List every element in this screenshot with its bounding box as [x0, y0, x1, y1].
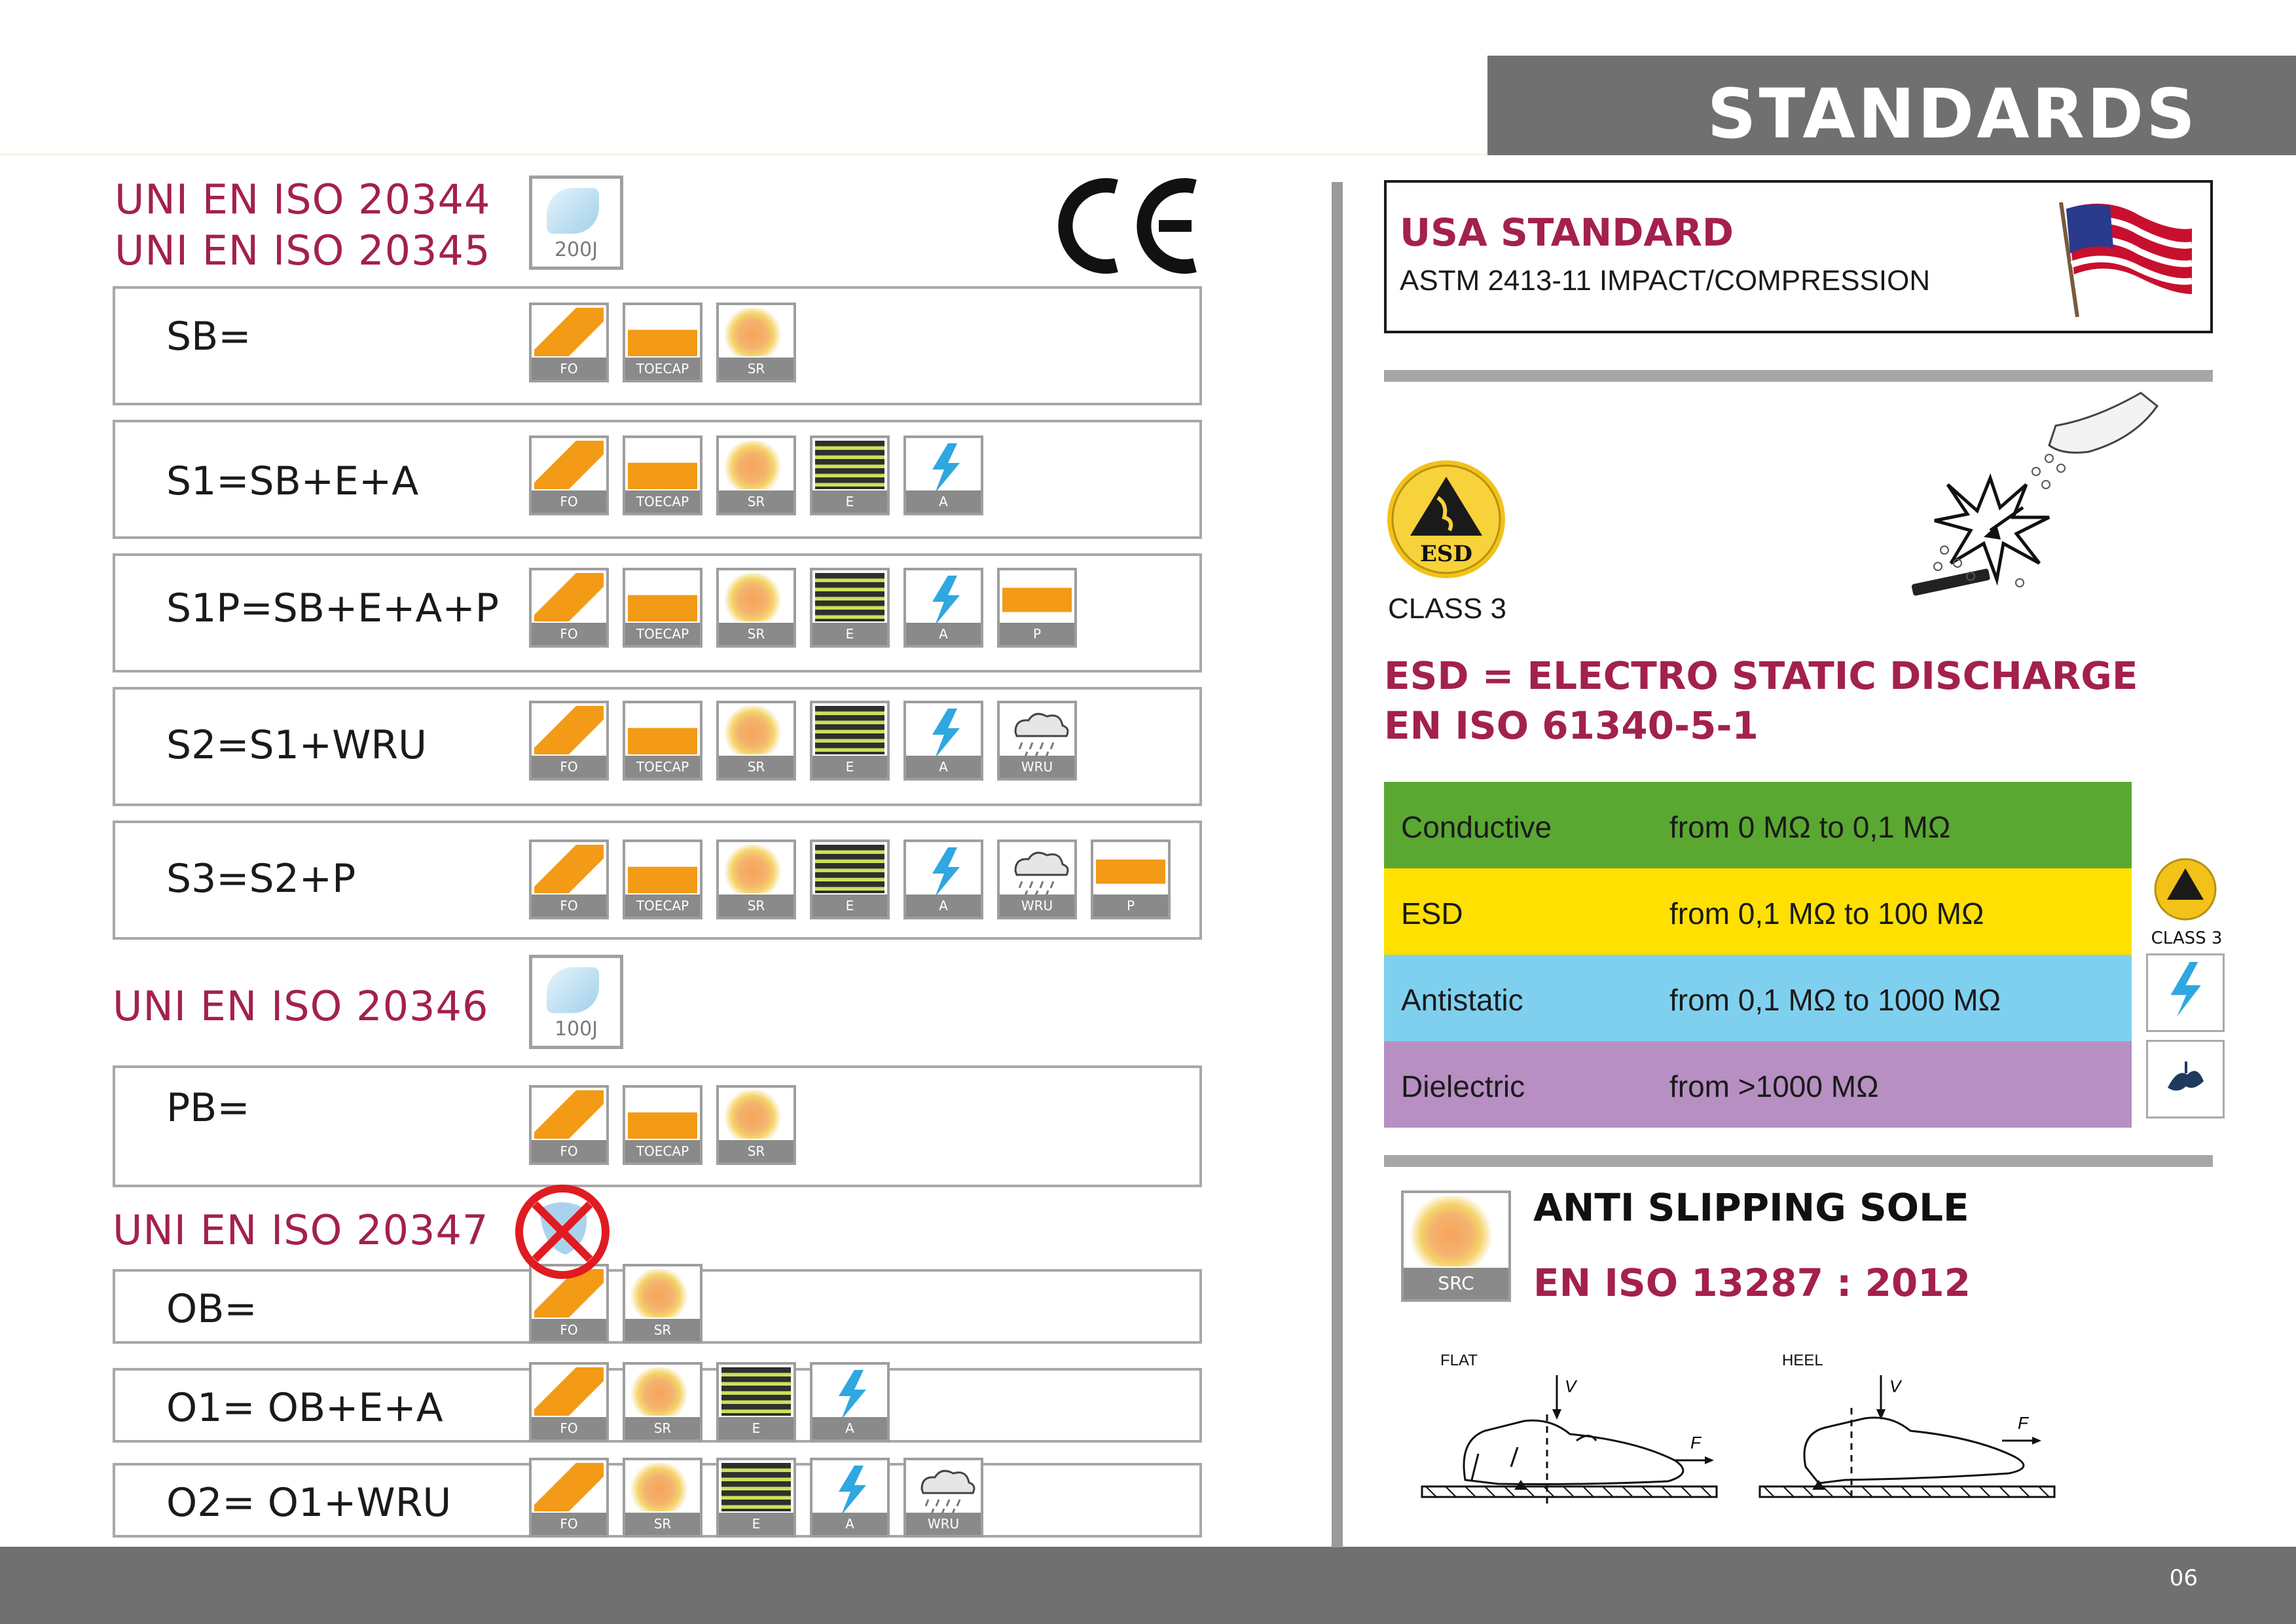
resistance-table [1384, 782, 2132, 1128]
standard-title-20347: UNI EN ISO 20347 [113, 1206, 489, 1254]
water-resistance-icon [903, 1458, 983, 1538]
footer-band [0, 1547, 2296, 1624]
icon-caption: TOECAP [625, 490, 700, 513]
icon-caption: E [812, 756, 887, 778]
slip-resistance-icon [716, 303, 796, 382]
resistance-row [1384, 868, 2132, 955]
antistatic-art [909, 845, 978, 893]
slip-resistance-art [721, 573, 791, 621]
energy-absorption-icon [810, 840, 890, 919]
water-resistance-art [909, 1463, 978, 1511]
row-formula: O1= OB+E+A [166, 1385, 443, 1431]
impact-200j-badge [529, 175, 623, 270]
fuel-oil-icon [529, 435, 609, 515]
toecap-icon [623, 840, 702, 919]
esd-title-line1: ESD = ELECTRO STATIC DISCHARGE [1384, 654, 2138, 698]
toecap-shape-icon [547, 188, 599, 234]
resistance-class: Conductive [1401, 810, 1552, 844]
icon-caption: SR [625, 1417, 700, 1439]
resistance-range: from 0,1 MΩ to 1000 MΩ [1669, 983, 2001, 1017]
penetration-icon [997, 568, 1077, 648]
dielectric-icon [2146, 1040, 2225, 1118]
fuel-oil-icon [529, 1085, 609, 1165]
slip-resistance-icon [716, 1085, 796, 1165]
antistatic-icon [903, 701, 983, 781]
slip-resistance-icon [623, 1362, 702, 1442]
header-band [1487, 56, 2296, 155]
toecap-icon [623, 568, 702, 648]
icon-caption: FO [532, 623, 606, 645]
resistance-class: ESD [1401, 896, 1463, 931]
energy-absorption-icon [810, 435, 890, 515]
fuel-oil-art [534, 1463, 604, 1511]
fuel-oil-art [534, 441, 604, 489]
energy-absorption-art [815, 706, 884, 754]
icon-caption: TOECAP [625, 623, 700, 645]
slip-resistance-art [721, 1090, 791, 1139]
anti-slipping-title: ANTI SLIPPING SOLE [1533, 1185, 1969, 1230]
antistatic-art [815, 1367, 884, 1416]
icon-caption: SR [625, 1319, 700, 1341]
v-label: V [1889, 1376, 1901, 1396]
resistance-range: from 0 MΩ to 0,1 MΩ [1669, 810, 1951, 844]
esd-logo-text: ESD [1420, 541, 1472, 567]
row-formula: PB= [166, 1085, 250, 1131]
icon-caption: WRU [1000, 756, 1074, 778]
icon-caption: WRU [906, 1513, 981, 1535]
resistance-class: Dielectric [1401, 1069, 1525, 1103]
penetration-art [1002, 573, 1072, 621]
icon-caption: SR [719, 358, 793, 380]
badge-label: 200J [554, 238, 598, 261]
icon-caption: FO [532, 490, 606, 513]
esd-title-line2: EN ISO 61340-5-1 [1384, 703, 1758, 748]
impact-100j-badge [529, 955, 623, 1049]
v-label: V [1565, 1376, 1576, 1396]
icon-caption: A [812, 1513, 887, 1535]
row-formula: S1=SB+E+A [166, 458, 419, 504]
usa-standard-box [1384, 180, 2213, 333]
badge-label: 100J [554, 1018, 598, 1041]
penetration-art [1096, 845, 1165, 893]
no-toecap-icon [513, 1183, 611, 1281]
icon-caption: SR [719, 490, 793, 513]
header-rule [0, 154, 1487, 155]
toecap-art [628, 441, 697, 489]
fuel-oil-art [534, 1367, 604, 1416]
energy-absorption-icon [810, 701, 890, 781]
slip-resistance-art [721, 441, 791, 489]
antistatic-art [815, 1463, 884, 1511]
slip-resistance-art [721, 845, 791, 893]
icon-caption: TOECAP [625, 358, 700, 380]
energy-absorption-icon [716, 1362, 796, 1442]
slip-resistance-art [628, 1463, 697, 1511]
icon-caption: A [906, 756, 981, 778]
slip-resistance-icon [1406, 1196, 1506, 1266]
icon-caption: FO [532, 1417, 606, 1439]
penetration-icon [1091, 840, 1171, 919]
src-caption: SRC [1404, 1268, 1508, 1299]
antistatic-art [909, 573, 978, 621]
toecap-shape-icon [547, 967, 599, 1013]
toecap-art [628, 308, 697, 356]
icon-caption: A [906, 623, 981, 645]
slip-resistance-icon [716, 568, 796, 648]
resistance-row [1384, 782, 2132, 868]
toecap-art [628, 1090, 697, 1139]
slip-resistance-icon [623, 1264, 702, 1344]
icon-caption: FO [532, 358, 606, 380]
icon-caption: P [1093, 895, 1168, 917]
fuel-oil-art [534, 573, 604, 621]
f-label: F [2018, 1413, 2028, 1433]
static-discharge-illustration [1899, 380, 2160, 602]
fuel-oil-art [534, 706, 604, 754]
row-formula: S2=S1+WRU [166, 722, 427, 768]
page-number: 06 [2169, 1565, 2198, 1591]
icon-caption: FO [532, 1513, 606, 1535]
toecap-icon [623, 1085, 702, 1165]
fuel-oil-art [534, 1090, 604, 1139]
energy-absorption-art [815, 573, 884, 621]
toecap-icon [623, 303, 702, 382]
icon-caption: E [812, 490, 887, 513]
fuel-oil-icon [529, 840, 609, 919]
usa-standard-title: USA STANDARD [1400, 210, 1734, 255]
column-divider [1332, 182, 1343, 1547]
ce-mark-icon [1054, 174, 1205, 278]
water-resistance-art [1002, 706, 1072, 754]
section-rule [1384, 1155, 2213, 1167]
fuel-oil-art [534, 845, 604, 893]
energy-absorption-icon [810, 568, 890, 648]
energy-absorption-art [815, 845, 884, 893]
icon-caption: P [1000, 623, 1074, 645]
antistatic-icon [2146, 953, 2225, 1032]
row-formula: SB= [166, 314, 251, 360]
antistatic-icon [810, 1362, 890, 1442]
antistatic-icon [903, 435, 983, 515]
row-formula: OB= [166, 1286, 257, 1332]
icon-caption: A [906, 895, 981, 917]
slip-resistance-art [721, 308, 791, 356]
fuel-oil-icon [529, 701, 609, 781]
icon-caption: SR [625, 1513, 700, 1535]
water-resistance-art [1002, 845, 1072, 893]
icon-caption: SR [719, 623, 793, 645]
toecap-art [628, 845, 697, 893]
icon-caption: E [719, 1513, 793, 1535]
antistatic-icon [810, 1458, 890, 1538]
fuel-oil-icon [529, 568, 609, 648]
slip-resistance-icon [716, 435, 796, 515]
anti-slipping-standard: EN ISO 13287 : 2012 [1533, 1261, 1971, 1305]
toecap-icon [623, 701, 702, 781]
icon-caption: WRU [1000, 895, 1074, 917]
energy-absorption-art [815, 441, 884, 489]
esd-small-logo-icon [2146, 857, 2225, 935]
resistance-range: from 0,1 MΩ to 100 MΩ [1669, 896, 1984, 931]
src-badge [1401, 1190, 1511, 1302]
icon-caption: TOECAP [625, 895, 700, 917]
row-formula: S3=S2+P [166, 856, 356, 902]
toecap-art [628, 706, 697, 754]
icon-caption: TOECAP [625, 1140, 700, 1162]
slip-resistance-icon [623, 1458, 702, 1538]
toecap-art [628, 573, 697, 621]
page-title: STANDARDS [1707, 74, 2198, 154]
fuel-oil-icon [529, 1362, 609, 1442]
antistatic-art [909, 706, 978, 754]
resistance-row [1384, 955, 2132, 1041]
flat-label: FLAT [1440, 1352, 1478, 1369]
icon-caption: FO [532, 1140, 606, 1162]
fuel-oil-icon [529, 303, 609, 382]
antistatic-art [909, 441, 978, 489]
slip-resistance-art [721, 706, 791, 754]
resistance-row [1384, 1041, 2132, 1128]
antistatic-icon [903, 568, 983, 648]
antistatic-icon [903, 840, 983, 919]
slip-resistance-art [628, 1367, 697, 1416]
esd-logo-icon [1385, 458, 1507, 580]
slip-resistance-art [628, 1269, 697, 1318]
resistance-class: Antistatic [1401, 983, 1523, 1017]
icon-caption: SR [719, 895, 793, 917]
standard-title-20345: UNI EN ISO 20345 [115, 227, 491, 274]
row-formula: S1P=SB+E+A+P [166, 585, 499, 631]
water-resistance-icon [997, 840, 1077, 919]
side-class-label: CLASS 3 [2151, 929, 2223, 948]
standard-title-20346: UNI EN ISO 20346 [113, 982, 489, 1030]
slip-test-diagram [1419, 1369, 2074, 1506]
icon-caption: TOECAP [625, 756, 700, 778]
resistance-range: from >1000 MΩ [1669, 1069, 1879, 1103]
icon-caption: A [906, 490, 981, 513]
slip-resistance-icon [716, 840, 796, 919]
slip-resistance-icon [716, 701, 796, 781]
icon-caption: FO [532, 895, 606, 917]
fuel-oil-art [534, 308, 604, 356]
water-resistance-icon [997, 701, 1077, 781]
icon-caption: A [812, 1417, 887, 1439]
fuel-oil-icon [529, 1458, 609, 1538]
energy-absorption-art [721, 1367, 791, 1416]
icon-caption: E [812, 895, 887, 917]
energy-absorption-icon [716, 1458, 796, 1538]
usa-standard-subtitle: ASTM 2413-11 IMPACT/COMPRESSION [1400, 265, 1931, 297]
icon-caption: E [812, 623, 887, 645]
standard-title-20344: UNI EN ISO 20344 [115, 175, 491, 223]
row-formula: O2= O1+WRU [166, 1480, 452, 1526]
icon-caption: FO [532, 756, 606, 778]
class-label: CLASS 3 [1388, 593, 1506, 625]
toecap-icon [623, 435, 702, 515]
icon-caption: SR [719, 756, 793, 778]
icon-caption: SR [719, 1140, 793, 1162]
usa-flag-icon [2048, 196, 2198, 320]
icon-caption: E [719, 1417, 793, 1439]
f-label: F [1690, 1433, 1701, 1452]
icon-caption: FO [532, 1319, 606, 1341]
heel-label: HEEL [1782, 1352, 1823, 1369]
energy-absorption-art [721, 1463, 791, 1511]
